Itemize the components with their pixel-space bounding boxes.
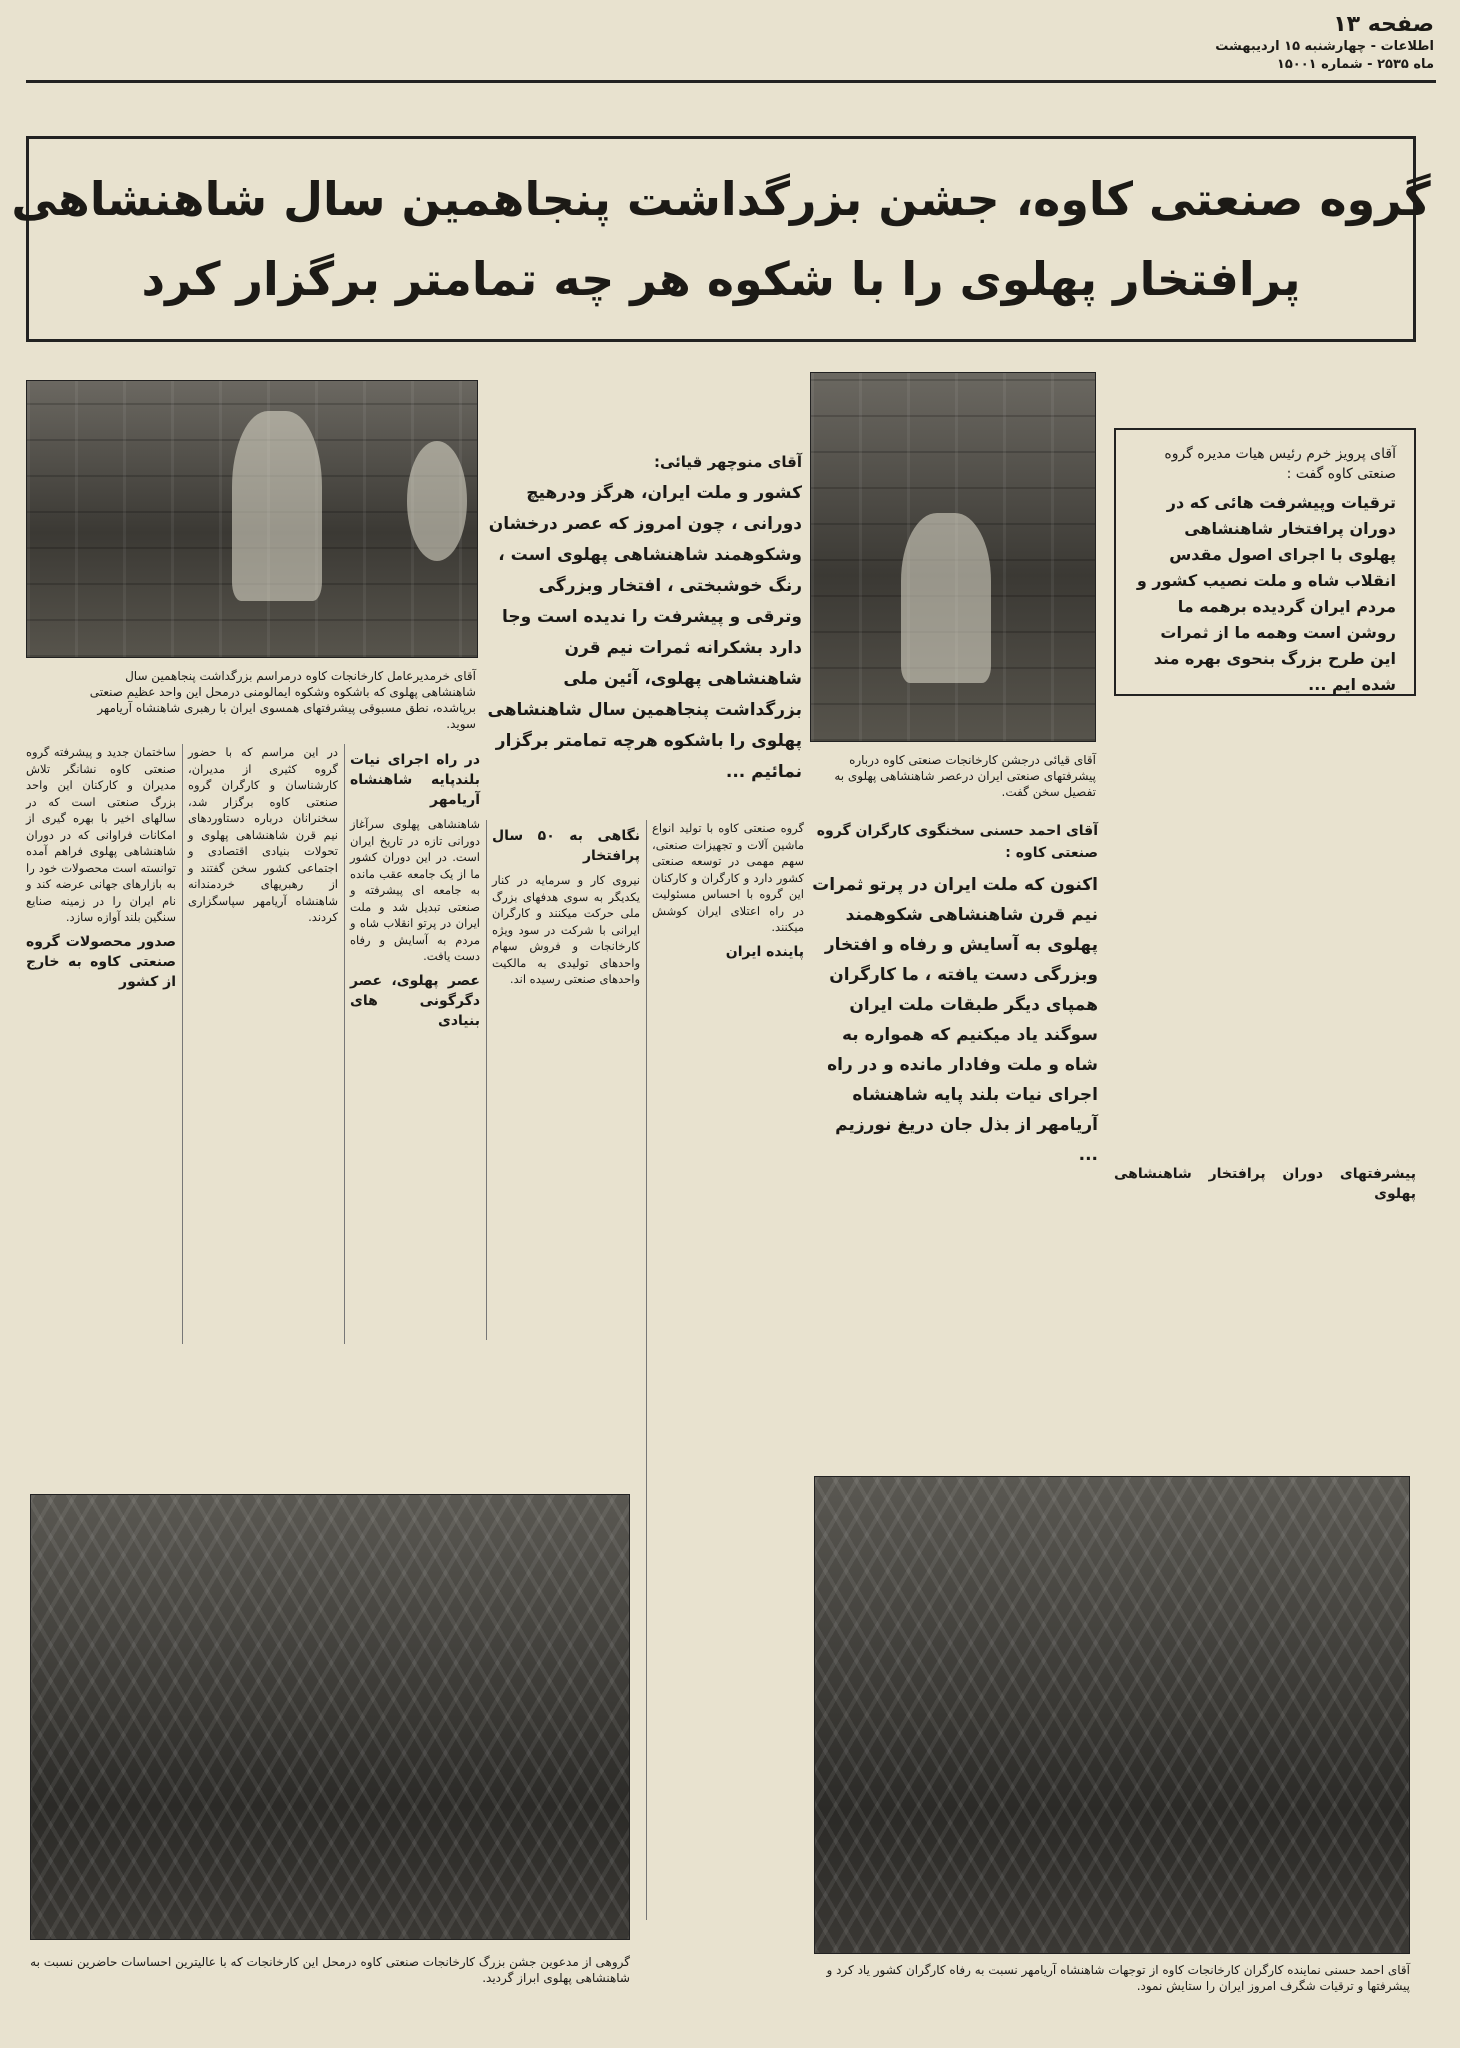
subhead-progress: پیشرفتهای دوران پرافتخار شاهنشاهی پهلوی [1114, 1166, 1416, 1202]
subhead-fifty-years: نگاهی به ۵۰ سال پرافتخار [492, 828, 640, 864]
top-rule [26, 80, 1436, 83]
column-4-text: نیروی کار و سرمایه در کنار یکدیگر به سوی هدفهای بزرگ ملی حرکت میکنند و کارگران ایرانی با شرکت در سود ویژه کارخانجات و فروش سهام واحدهای تولیدی به مالکیت واحدهای صنعتی رسیده اند. [492, 873, 640, 986]
photo4-caption: آقای احمد حسنی نماینده کارگران کارخانجات کاوه از توجهات شاهنشاه آریامهر نسبت به رفاه کارگران کشور یاد کرد و پیشرفتها و ترقیات شگرف امروز ایران را ستایش نمود. [826, 1963, 1410, 1993]
headline-box [11, 136, 1431, 342]
quote-qiyaei-text: کشور و ملت ایران، هرگز ودرهیچ دورانی ، چون امروز که عصر درخشان وشکوهمند شاهنشاهی پهلوی است ، رنگ خوشبختی ، افتخار وبزرگی وترقی و پیشرفت را ندیده است وجا دارد بشکرانه ثمرات نیم قرن شاهنشاهی پهلوی، آئین ملی بزرگداشت پنجاهمین سال شاهنشاهی پهلوی را باشکوه هرچه تمامتر برگزار نمائیم ... [487, 483, 802, 782]
quote-hasani [810, 814, 1098, 1170]
body-column-2 [188, 744, 338, 926]
photo-speaker-podium [26, 380, 478, 658]
quote-hasani-text: اکنون که ملت ایران در پرتو ثمرات نیم قرن شاهنشاهی شکوهمند پهلوی به آسایش و رفاه و افتخار وبزرگی دست یافته ، ما کارگران همپای دیگر طبقات ملت ایران سوگند یاد میکنیم که همواره به شاه و ملت وفادار مانده و در راه اجرای نیات بلند پایه شاهنشاه آریامهر از بذل جان دریغ نورزیم ... [812, 875, 1098, 1165]
lectern-speaker-figure [901, 513, 991, 683]
subhead-long-live-iran: پاینده ایران [725, 943, 804, 960]
column-divider-4 [646, 820, 647, 1920]
headline-line-1: گروه صنعتی کاوه، جشن بزرگداشت پنجاهمین سال شاهنشاهی [11, 172, 1431, 226]
speaker-figure [232, 411, 322, 601]
page-number: صفحه ۱۳ [1333, 12, 1434, 37]
masthead-issue: ماه ۲۵۳۵ - شماره ۱۵۰۰۱ [1276, 57, 1434, 72]
quote-khorram-box [1114, 428, 1416, 696]
photo-workers-gathering [814, 1476, 1410, 1954]
photo-audience-hall [30, 1494, 630, 1940]
flowers-figure [407, 441, 467, 561]
quote-khorram-speaker: آقای پرویز خرم رئیس هیات مدیره گروه صنعتی کاوه گفت : [1164, 446, 1396, 482]
photo-lectern-speaker [810, 372, 1096, 742]
body-column-3 [350, 744, 480, 1037]
body-column-4 [492, 820, 640, 988]
photo3-caption: گروهی از مدعوین جشن بزرگ کارخانجات صنعتی کاوه درمحل این کارخانجات که با عالیترین احساسات حاضرین نسبت به شاهنشاهی پهلوی ابراز گردید. [30, 1955, 630, 1985]
quote-qiyaei-speaker: آقای منوچهر قیائی: [653, 453, 802, 471]
body-column-6 [1114, 744, 1416, 1210]
photo2-caption: آقای قیائی درجشن کارخانجات صنعتی کاوه درباره پیشرفتهای صنعتی ایران درعصر شاهنشاهی پهلوی به تفصیل سخن گفت. [834, 753, 1096, 799]
quote-qiyaei [486, 446, 802, 788]
quote-hasani-speaker: آقای احمد حسنی سخنگوی کارگران گروه صنعتی کاوه : [816, 823, 1098, 861]
column-divider-3 [486, 820, 487, 1340]
masthead [1174, 12, 1434, 74]
subhead-pahlavi-era: عصر پهلوی، عصر دگرگونی های بنیادی [350, 972, 480, 1029]
column-divider-1 [182, 744, 183, 1344]
body-column-5 [652, 820, 804, 968]
headline-line-2: پرافتخار پهلوی را با شکوه هر چه تمامتر برگزار کرد [141, 252, 1301, 306]
column-1-text: ساختمان جدید و پیشرفته گروه صنعتی کاوه نشانگر تلاش مدیران و کارکنان این واحد بزرگ صنعتی است که در سالهای اخیر با بهره گیری از امکانات فراوانی که در دوران شاهنشاهی پهلوی فراهم آمده توانسته است محصولات خود را به بازارهای جهانی عرضه کند و نام ایران را در زمینه صنایع سنگین بلند آوازه سازد. [26, 745, 176, 924]
column-2-text: در این مراسم که با حضور گروه کثیری از مدیران، کارشناسان و کارگران گروه صنعتی کاوه برگزار شد، سخنرانان درباره دستاوردهای نیم قرن شاهنشاهی پهلوی و تحولات بنیادی اقتصادی و اجتماعی کشور سخن گفتند و از رهبریهای خردمندانه شاهنشاه آریامهر سپاسگزاری کردند. [188, 745, 338, 924]
photo1-caption: آقای خرمدیرعامل کارخانجات کاوه درمراسم بزرگداشت پنجاهمین سال شاهنشاهی پهلوی که باشکوه وشکوه ایمالومنی درمحل این واحد عظیم صنعتی برپاشده، نطق مسبوقی پیشرفتهای همسوی ایران با رهبری شاهنشاه آریامهر سوید. [89, 669, 476, 731]
column-divider-2 [344, 744, 345, 1344]
column-5-text: گروه صنعتی کاوه با تولید انواع ماشین آلات و تجهیزات صنعتی، سهم مهمی در توسعه صنعتی کشور دارد و کارگران و کارکنان این گروه با احساس مسئولیت در راه اعتلای ایران کوشش میکنند. [652, 821, 804, 934]
column-3-text: شاهنشاهی پهلوی سرآغاز دورانی تازه در تاریخ ایران است. در این دوران کشور ما از یک جامعه عقب مانده به جامعه ای پیشرفته و صنعتی تبدیل شد و ملت ایران در پرتو انقلاب شاه و مردم به آسایش و رفاه دست یافت. [350, 817, 480, 963]
body-column-1 [26, 744, 176, 998]
subhead-export: صدور محصولات گروه صنعتی کاوه به خارج از کشور [26, 933, 176, 990]
quote-khorram-text: ترقیات وپیشرفت هائی که در دوران پرافتخار شاهنشاهی پهلوی با اجرای اصول مقدس انقلاب شاه و ملت نصیب کشور و مردم ایران گردیده برهمه ما روشن است وهمه ما از ثمرات این طرح بزرگ بنحوی بهره مند شده ایم ... [1136, 493, 1396, 694]
masthead-date: اطلاعات - چهارشنبه ۱۵ اردیبهشت [1215, 39, 1434, 54]
subhead-kaveh-aims: در راه اجرای نیات بلندپایه شاهنشاه آریامهر [350, 752, 480, 808]
